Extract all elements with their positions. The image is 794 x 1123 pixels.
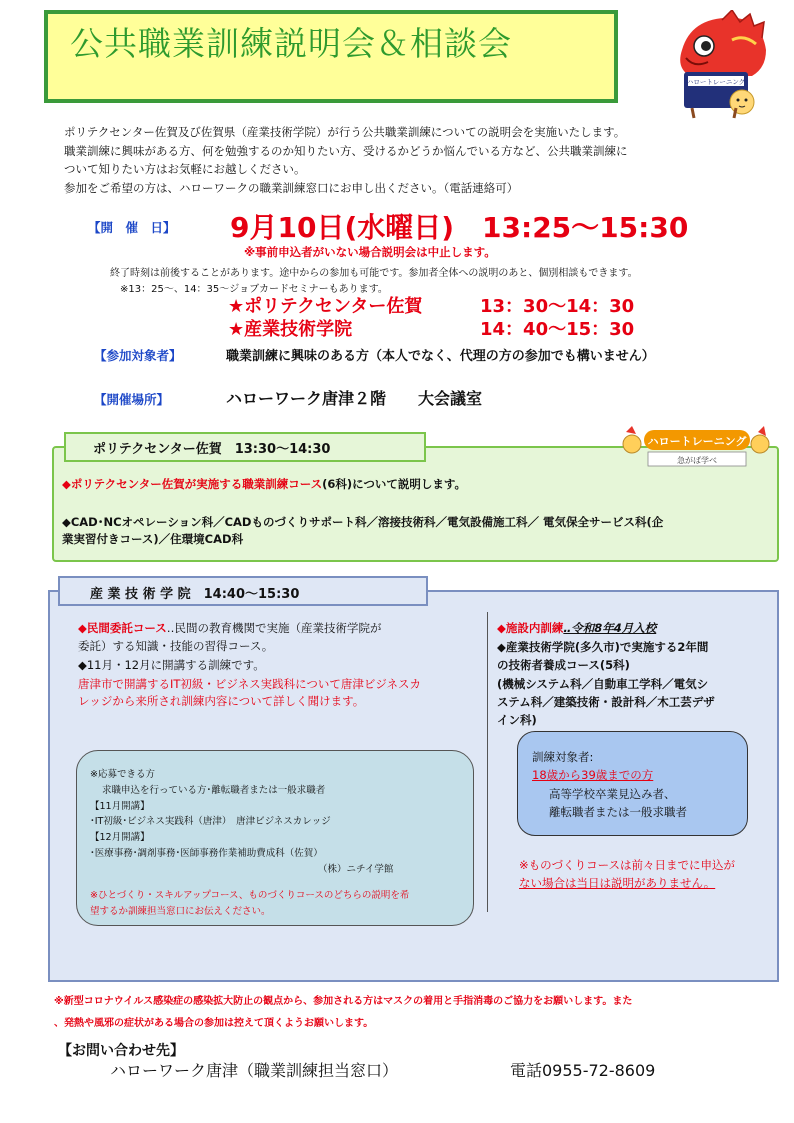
applicant-note: 望するか訓練担当窓口にお伝えください。	[90, 906, 271, 917]
eligibility-text: 離転職者または一般求職者	[549, 805, 687, 819]
intro-line: ポリテクセンター佐賀及び佐賀県（産業技術学院）が行う公共職業訓練についての説明会を実施いたします。	[64, 125, 626, 139]
event-date: 9月10日(水曜日) 13:25〜15:30	[230, 211, 689, 244]
facility-training-title: ◆施設内訓練	[497, 621, 564, 635]
applicant-text: 求職申込を行っている方･離転職者または一般求職者	[102, 785, 326, 796]
target-label: 【参加対象者】	[94, 348, 182, 363]
applicant-month: 【11月開講】	[90, 801, 150, 812]
target-text: 職業訓練に興味のある方（本人でなく、代理の方の参加でも構いません）	[226, 349, 655, 364]
open-months: ◆11月・12月に開講する訓練です。	[78, 658, 265, 672]
mascot-illustration	[662, 10, 774, 122]
facility-training-text: (機械システム科／自動車工学科／電気シ	[497, 677, 709, 691]
contact-phone[interactable]: 電話0955-72-8609	[510, 1061, 656, 1080]
facility-training-text: イン科)	[497, 713, 537, 727]
intro-line: ついて知りたい方はお気軽にお越しください。	[64, 162, 306, 176]
intro-line: 参加をご希望の方は、ハローワークの職業訓練窓口にお申し出ください。（電話連絡可）	[64, 181, 519, 195]
monozukuri-note: ※ものづくりコースは前々日までに申込が	[519, 858, 736, 872]
polytech-headline-rest: (6科)について説明します。	[322, 477, 466, 491]
session-time: 13：30〜14：30	[480, 296, 635, 317]
covid-note: ※新型コロナウイルス感染症の感染拡大防止の観点から、参加される方はマスクの着用と手指消毒のご協力をお願いします。また	[54, 996, 633, 1007]
eligibility-box	[517, 731, 748, 836]
covid-note: 、発熱や風邪の症状がある場合の参加は控えて頂くようお願いします。	[54, 1018, 374, 1029]
contact-office: ハローワーク唐津（職業訓練担当窓口）	[110, 1061, 399, 1080]
facility-training-text: の技術者養成コース(5科)	[497, 658, 630, 672]
facility-training-text: ステム科／建築技術・設計科／木工芸デザ	[497, 695, 715, 709]
section-divider	[487, 612, 488, 912]
session-time: 14：40〜15：30	[480, 319, 635, 340]
karatsu-note: 唐津市で開講するIT初級・ビジネス実践科について唐津ビジネスカ	[78, 677, 421, 691]
mascot-sign-text: ハロートレーニング	[686, 78, 746, 86]
applicant-month: 【12月開講】	[90, 832, 150, 843]
private-course-desc: 委託）する知識・技能の習得コース。	[78, 639, 274, 653]
sangyo-tab-label: 産 業 技 術 学 院 14:40〜15:30	[90, 587, 300, 602]
facility-training-item	[497, 620, 656, 636]
banner-title: ハロートレーニング	[647, 435, 747, 448]
applicant-course: ･医療事務･調剤事務･医師事務作業補助費成科（佐賀）	[90, 848, 323, 859]
monozukuri-note: ない場合は当日は説明がありません。	[519, 876, 716, 890]
banner-subtitle: 急がば学べ	[677, 456, 717, 465]
eligibility-age: 18歳から39歳までの方	[532, 768, 654, 782]
polytech-courses: ◆CAD･NCオペレーション科／CADものづくりサポート科／溶接技術科／電気設備施工科／ 電気保全サービス科(企	[62, 515, 664, 529]
cancel-note: ※事前申込者がいない場合説明会は中止します。	[244, 245, 496, 259]
session-name: ★産業技術学院	[228, 319, 353, 340]
applicant-provider: （株）ニチイ学館	[318, 864, 394, 875]
private-course-title: ◆民間委託コース	[78, 621, 167, 635]
polytech-headline-red: ◆ポリテクセンター佐賀が実施する職業訓練コース	[62, 477, 323, 491]
contact-label: 【お問い合わせ先】	[58, 1043, 184, 1059]
facility-training-date: ‥令和8年4月入校	[563, 621, 657, 635]
polytech-headline	[62, 476, 466, 492]
private-course-desc: ‥民間の教育機関で実施（産業技術学院が	[166, 621, 382, 635]
time-note: 終了時刻は前後することがあります。途中からの参加も可能です。参加者全体への説明のあと、個別相談もできます。	[110, 268, 638, 279]
date-label: 【開 催 日】	[88, 220, 176, 235]
venue-text: ハローワーク唐津２階 大会議室	[226, 389, 483, 408]
seminar-note: ※13：25〜、14：35〜ジョブカードセミナーもあります。	[120, 284, 388, 295]
applicant-course: ･IT初級･ビジネス実践科（唐津） 唐津ビジネスカレッジ	[90, 816, 331, 827]
karatsu-note: レッジから来所され訓練内容について詳しく聞けます。	[78, 694, 365, 708]
eligibility-heading: 訓練対象者:	[532, 750, 594, 764]
polytech-courses: 業実習付きコース)／住環境CAD科	[62, 532, 244, 546]
private-course-item	[78, 620, 381, 636]
intro-line: 職業訓練に興味がある方、何を勉強するのか知りたい方、受けるかどうか悩んでいる方など、公共職業訓練に	[64, 144, 628, 158]
eligibility-text: 高等学校卒業見込み者、	[549, 787, 676, 801]
page-title: 公共職業訓練説明会＆相談会	[70, 24, 512, 63]
facility-training-text: ◆産業技術学院(多久市)で実施する2年間	[497, 640, 709, 654]
hello-training-banner	[620, 424, 770, 472]
polytech-tab-label: ポリテクセンター佐賀 13:30〜14:30	[93, 442, 331, 457]
session-name: ★ポリテクセンター佐賀	[228, 296, 423, 317]
venue-label: 【開催場所】	[94, 392, 170, 407]
applicant-heading: ※応募できる方	[90, 769, 155, 780]
applicant-note: ※ひとづくり・スキルアップコース、ものづくりコースのどちらの説明を希	[90, 890, 410, 901]
